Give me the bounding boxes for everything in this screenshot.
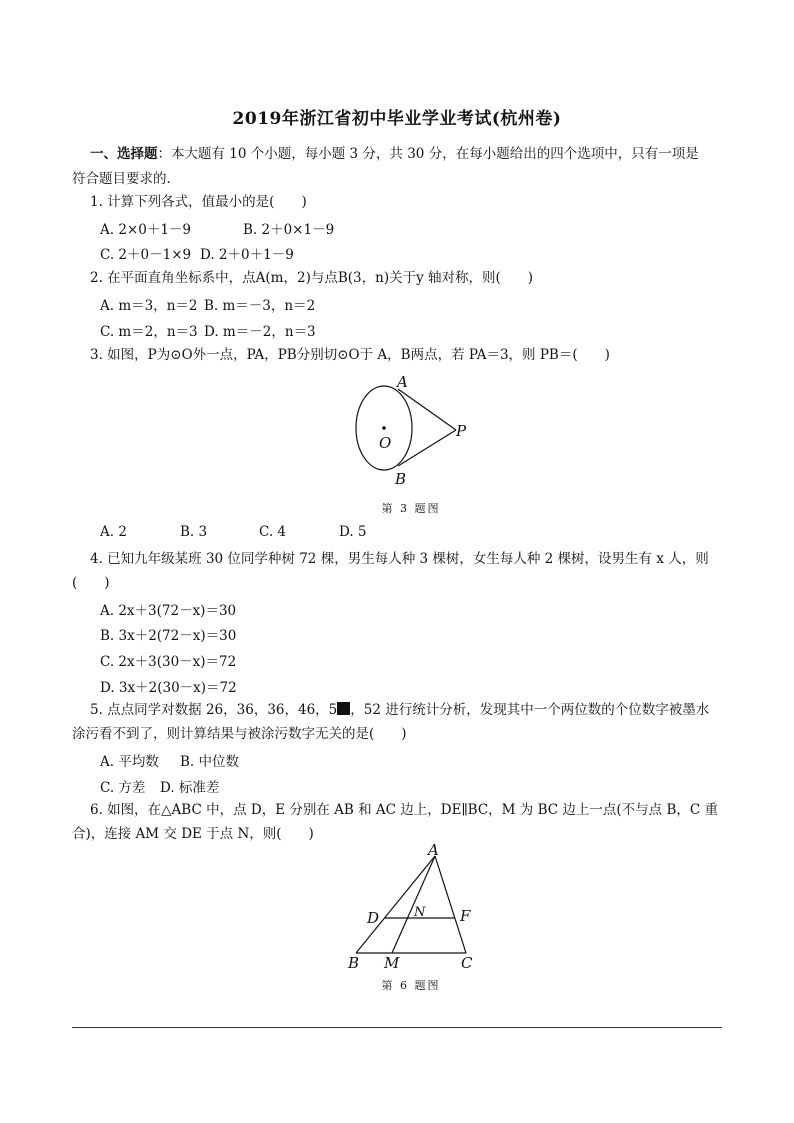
ink-blot bbox=[337, 702, 350, 715]
q5-stem bbox=[90, 701, 709, 719]
q4-option-d: D. 3x＋2(30－x)＝72 bbox=[100, 680, 237, 696]
q5-stem-part1: 5. 点点同学对数据 26，36，36，46，5 bbox=[90, 702, 338, 718]
label-f: F bbox=[460, 907, 471, 925]
q4-stem-cont: ( ) bbox=[72, 575, 110, 591]
section-intro: ：本大题有 10 个小题，每小题 3 分，共 30 分，在每小题给出的四个选项中，只有一项是 bbox=[157, 146, 699, 162]
q6-stem: 6. 如图，在△ABC 中，点 D，E 分别在 AB 和 AC 边上，DE∥BC，M 为 BC 边上一点(不与点 B，C 重 bbox=[90, 802, 718, 818]
q4-stem: 4. 已知九年级某班 30 位同学种树 72 棵，男生每人种 3 棵树，女生每人种 2 棵树，设男生有 x 人，则 bbox=[90, 551, 709, 567]
q5-option-d: D. 标准差 bbox=[160, 780, 220, 796]
q1-stem: 1. 计算下列各式，值最小的是( ) bbox=[90, 194, 307, 210]
q5-stem-cont: 涂污看不到了，则计算结果与被涂污数字无关的是( ) bbox=[72, 726, 407, 742]
label-b: B bbox=[395, 470, 407, 488]
q6-caption: 第 6 题图 bbox=[381, 979, 441, 992]
label-d: D bbox=[367, 909, 380, 927]
q4-option-a: A. 2x＋3(72－x)＝30 bbox=[100, 603, 237, 619]
q2-option-b: B. m＝－3，n＝2 bbox=[204, 298, 316, 314]
label-a: A bbox=[397, 373, 408, 391]
q3-figure bbox=[340, 368, 480, 492]
section-heading-line bbox=[90, 145, 699, 163]
page-title: 2019年浙江省初中毕业学业考试(杭州卷) bbox=[232, 109, 562, 129]
q1-option-a: A. 2×0＋1－9 bbox=[100, 222, 191, 238]
q2-option-c: C. m＝2，n＝3 bbox=[100, 324, 198, 340]
q3-option-a: A. 2 bbox=[100, 524, 127, 540]
q4-option-b: B. 3x＋2(72－x)＝30 bbox=[100, 628, 237, 644]
label-o: O bbox=[379, 434, 392, 452]
tangent-pa bbox=[398, 389, 456, 430]
q2-option-a: A. m＝3，n＝2 bbox=[100, 298, 198, 314]
label-b6: B bbox=[348, 954, 360, 972]
section-heading: 一、选择题 bbox=[90, 146, 158, 162]
q3-option-b: B. 3 bbox=[180, 524, 208, 540]
q2-stem: 2. 在平面直角坐标系中，点A(m，2)与点B(3，n)关于y 轴对称，则( ) bbox=[90, 270, 534, 286]
q4-option-c: C. 2x＋3(30－x)＝72 bbox=[100, 654, 237, 670]
q6-stem-cont: 合)，连接 AM 交 DE 于点 N，则( ) bbox=[72, 826, 314, 842]
label-c: C bbox=[461, 954, 473, 972]
label-n: N bbox=[414, 905, 426, 920]
q5-option-c: C. 方差 bbox=[100, 780, 146, 796]
label-p: P bbox=[456, 422, 467, 440]
footer-rule bbox=[72, 1027, 722, 1028]
center-point-o bbox=[382, 426, 386, 430]
q1-option-b: B. 2＋0×1－9 bbox=[243, 222, 335, 238]
q5-option-b: B. 中位数 bbox=[180, 754, 240, 770]
q3-stem: 3. 如图，P为⊙O外一点，PA，PB分别切⊙O于 A，B两点，若 PA＝3，则 PB＝( ) bbox=[90, 347, 610, 363]
label-a6: A bbox=[428, 841, 439, 859]
section-intro-cont: 符合题目要求的. bbox=[72, 171, 171, 187]
q2-option-d: D. m＝－2，n＝3 bbox=[204, 324, 316, 340]
q3-option-d: D. 5 bbox=[339, 524, 367, 540]
q5-option-a: A. 平均数 bbox=[100, 754, 159, 770]
q6-figure bbox=[340, 840, 480, 975]
q3-option-c: C. 4 bbox=[259, 524, 287, 540]
q5-stem-part2: ，52 进行统计分析，发现其中一个两位数的个位数字被墨水 bbox=[350, 702, 710, 718]
label-m: M bbox=[384, 954, 400, 972]
tangent-pb bbox=[398, 430, 456, 466]
q1-option-c: C. 2＋0－1×9 bbox=[100, 247, 192, 263]
q3-caption: 第 3 题图 bbox=[381, 502, 441, 515]
q1-option-d: D. 2＋0＋1－9 bbox=[200, 247, 294, 263]
side-ac bbox=[435, 856, 466, 953]
